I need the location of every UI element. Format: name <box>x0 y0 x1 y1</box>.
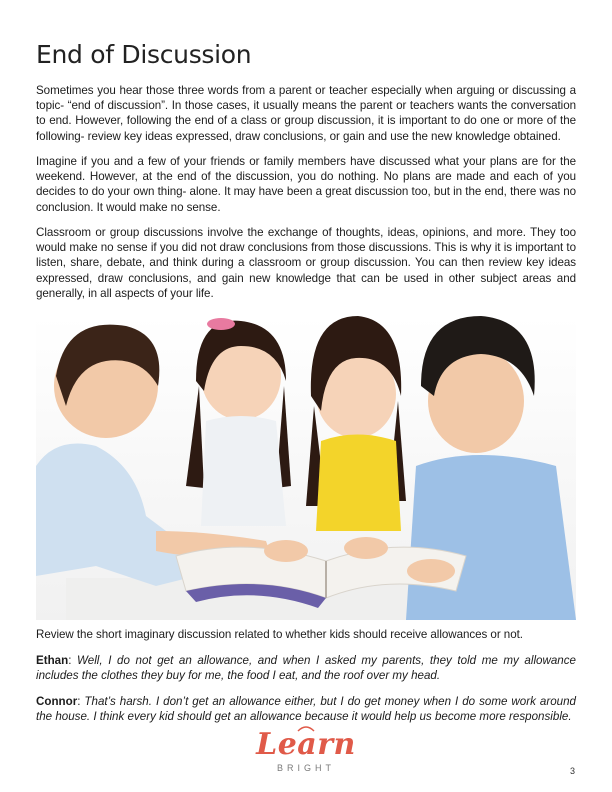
dialogue-intro: Review the short imaginary discussion related to whether kids should receive allowances or not. <box>36 628 523 641</box>
page-number: 3 <box>570 766 576 776</box>
paragraph-intro: Sometimes you hear those three words from a parent or teacher especially when arguing or discussing a topic- “end of discussion”. In those cases, it usually means the parent or teachers wants the conversation to end. However, following the end of a class or group discussion, it is important to do one or more of the following- review key ideas expressed, draw conclusions, or gain and use the new knowledge obtained. <box>36 84 576 143</box>
spoken-line: That’s harsh. I don’t get an allowance either, but I do get money when I do some work around the house. I think every kid should get an allowance because it would help us become more responsible. <box>36 695 576 724</box>
speaker-separator: : <box>77 695 85 708</box>
speaker-separator: : <box>68 654 78 667</box>
learn-bright-logo <box>246 729 366 783</box>
paragraph-weekend-example: Imagine if you and a few of your friends or family members have discussed what your plans are for the weekend. However, at the end of the discussion, you do nothing. No plans are made and each of you decides to do your own thing- alone. It may have been a great discussion too, but in the end, there was no conclusion. It would make no sense. <box>36 155 576 214</box>
paragraph-classroom-discussions: Classroom or group discussions involve the exchange of thoughts, ideas, opinions, and more. They too would make no sense if you did not draw conclusions from those discussions. This is why it is important to listen, share, debate, and think during a classroom or group discussion. You can then review key ideas expressed, draw conclusions, and gain new knowledge that can be used in other subject areas and generally, in all aspects of your life. <box>36 226 576 300</box>
speaker-name: Ethan <box>36 654 69 667</box>
sparkle-icon <box>296 723 316 733</box>
speaker-name: Connor <box>36 695 78 708</box>
spoken-line: Well, I do not get an allowance, and when I asked my parents, they told me my allowance includes the clothes they buy for me, the food I eat, and the roof over my head. <box>36 654 576 683</box>
dialogue-line-ethan <box>36 653 576 683</box>
logo-subtext: BRIGHT <box>276 763 335 773</box>
page-title: End of Discussion <box>36 40 252 69</box>
logo-wordmark: Learn <box>256 727 356 762</box>
children-reading-photo <box>36 316 576 620</box>
dialogue-line-connor <box>36 694 576 724</box>
